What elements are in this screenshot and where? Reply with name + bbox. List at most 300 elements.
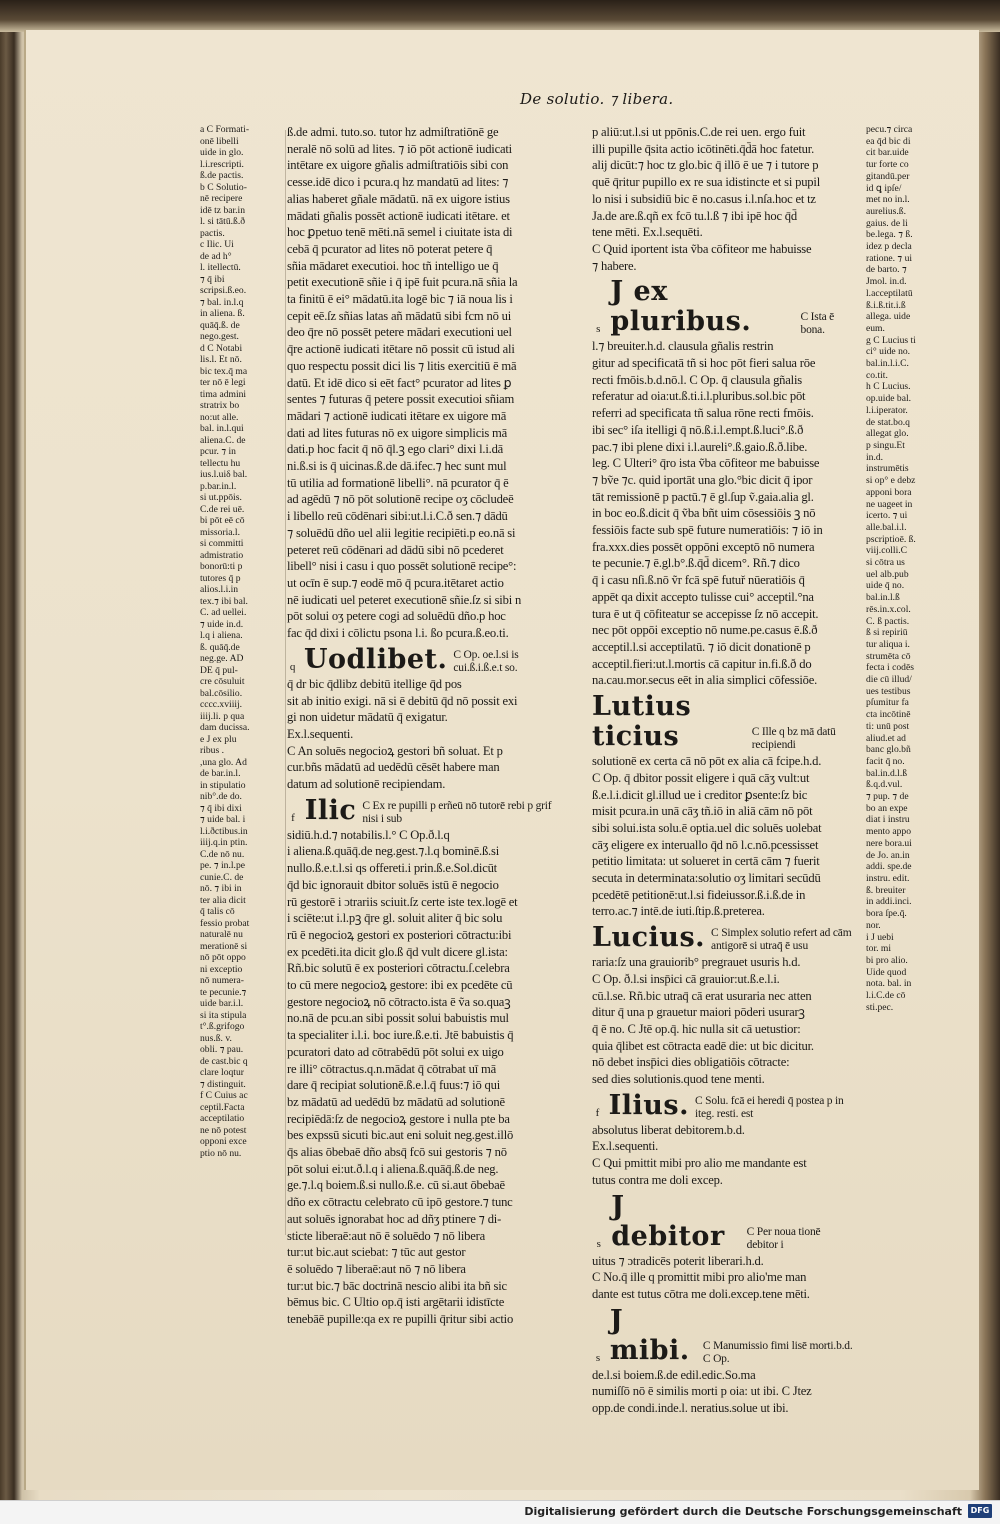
gloss-line: ß si repiriū xyxy=(866,627,908,639)
text-line: bēmus bic. C Ultio op.q̄ isti argētarii idistīcte xyxy=(287,1295,505,1310)
margin-letter: f xyxy=(291,811,295,824)
gloss-line: ptio nō nu. xyxy=(200,1147,242,1159)
text-line: tenebāē pupille:qa ex re pupilli q̄ritur sibi actio xyxy=(287,1312,514,1327)
text-line: cesse.idē dico i pcura.q hz mandatū ad lites: ⁊ xyxy=(287,175,509,190)
text-line: to cū mere negocioꝝ gestore: ibi ex pcedēte cū xyxy=(287,978,513,993)
gloss-line: ⁊ pup. ⁊ de xyxy=(866,791,909,803)
gloss-line: lis.l. Et nō. xyxy=(200,354,242,365)
text-line: de.l.si boiem.ß.de edil.edic.So.ma xyxy=(592,1367,756,1382)
quodlibet-heading-block xyxy=(287,645,557,675)
gloss-line: merationē si xyxy=(200,940,248,952)
gloss-line: missoria.l. xyxy=(200,526,240,538)
text-line: na.cau.mor.secus eēt in alia simplici cōfessiōe. xyxy=(592,673,818,688)
gloss-line: tur aliqua i. xyxy=(866,638,910,650)
margin-letter: f xyxy=(595,1106,600,1119)
gloss-line: tutores q̄ p xyxy=(200,572,241,584)
text-line: i sciēte:ut i.l.pꝫ q̄re gl. soluit aliter q̄ bic solu xyxy=(287,911,503,926)
text-line: fra.xxx.dies possēt oppōni exceptō nō numera xyxy=(592,539,815,554)
gloss-line: tor. mi xyxy=(866,943,892,955)
mihi-note: C Manumissio fimi lisē morti.b.d. C Op. xyxy=(702,1339,853,1365)
gloss-line: ß.q.d.vul. xyxy=(866,779,903,791)
text-line: nō debet insp̄ici dies obligatiōis cōtracte: xyxy=(592,1055,790,1070)
text-line: ⁊ bṽe ⁊c. quid iportāt una glo.°bic dicit q̄ ipor xyxy=(592,472,813,487)
gloss-line: Uide quod xyxy=(866,966,907,978)
gloss-line: idē tz bar.in xyxy=(200,204,246,216)
debitor-heading: J debitor xyxy=(611,1190,725,1252)
margin-letter: s xyxy=(595,1351,600,1364)
gloss-line: f C Cuius ac xyxy=(200,1090,248,1101)
text-line: lo nisi i subsidiū bic ē no.casus i.l.nſa.hoc et tz xyxy=(592,191,816,206)
lucius-titius-note: C Ille q bz mā datū recipiendi xyxy=(751,726,836,752)
text-line: quē q̄ritur pupillo ex re sua idistincte et si pupil xyxy=(592,175,820,190)
text-line: tur:ut bic.aut sciebat: ⁊ tūc aut gestor xyxy=(287,1245,466,1260)
gloss-line: de Jo. an.in xyxy=(866,849,910,861)
left-gloss-column xyxy=(200,124,274,1236)
text-line: ⁊ soluēdū dño uel alii legitie recipiēti.p eo.nā si xyxy=(287,525,516,540)
text-line: hoc ꝑpetuo tenē mēti.nā semel i ciuitate ista di xyxy=(287,225,513,240)
gloss-line: die cū illud/ xyxy=(866,674,912,686)
ilic-note: C Ex re pupilli p erñeū nō tutorē rebi p grif nisi i sub xyxy=(362,799,552,825)
gloss-line: no:ut alle. xyxy=(200,411,239,423)
text-line: q̄d bic ignorauit dbitor soluēs istū ē negocio xyxy=(287,877,499,892)
text-line: terro.ac.⁊ intē.de iuti.ſtip.ß.preterea. xyxy=(592,904,765,919)
text-line: sit ab initio exigi. nā si ē debitū q̄d nō possit exi xyxy=(287,693,518,708)
gloss-line: tima admini xyxy=(200,388,247,400)
gloss-line: q̄ talis cō xyxy=(200,906,235,917)
gloss-line: te pecunie.⁊ xyxy=(200,986,247,998)
gloss-line: l.i.C.de cō xyxy=(866,990,906,1002)
gloss-line: de cast.bic q xyxy=(200,1055,248,1067)
gloss-line: allegat glo. xyxy=(866,428,909,440)
gloss-line: bo an expe xyxy=(866,802,908,814)
gloss-line: c Ilic. Ui xyxy=(200,239,234,250)
gloss-line: tex.⁊ ibi bal. xyxy=(200,595,248,607)
text-line: referri ad specificata tñ salua rōne recti fmōis. xyxy=(592,406,814,421)
gloss-line: quāq̄.ß. de xyxy=(200,319,240,331)
funding-credit: Digitalisierung gefördert durch die Deutsche Forschungsgemeinschaft xyxy=(524,1505,962,1518)
mihi-heading-block xyxy=(592,1306,854,1366)
text-line: tāt remissionē p pactū.⁊ ē gl.ſup ṽ.gaia.alia gl. xyxy=(592,489,814,504)
debitor-note: C Per noua tionē debitor i xyxy=(746,1225,821,1251)
gloss-line: ea q̄d bic di xyxy=(866,135,911,147)
gloss-line: ,una glo. Ad xyxy=(200,756,247,768)
text-line: tutus contra me doli excep. xyxy=(592,1172,723,1187)
gloss-line: obli. ⁊ pau. xyxy=(200,1044,244,1055)
gloss-line: mento appo xyxy=(866,826,912,838)
gloss-line: de stat.bo.q xyxy=(866,416,910,428)
text-line: ex pcedēti.ita dicit glo.ß q̄d vult dicere gl.ista: xyxy=(287,944,508,959)
gloss-line: in stipulatio xyxy=(200,779,246,791)
gloss-line: ribus . xyxy=(200,745,224,756)
text-line: ß.e.l.i.dicit gl.illud ue i creditor ꝑsente:ſz bic xyxy=(592,787,808,802)
gloss-line: bi pōt eē cō xyxy=(200,515,245,526)
text-line: libell° nisi i casu i quo possēt solutionē recipe°: xyxy=(287,559,517,574)
gloss-line: bal.in.l.i.C. xyxy=(866,358,909,370)
gloss-line: l.i.ðctibus.in xyxy=(200,825,248,837)
gloss-line: cit bar.uide xyxy=(866,147,909,159)
text-line: dare q̄ recipiat solutionē.ß.e.l.q̄ fuus:⁊ iō qui xyxy=(287,1078,501,1093)
text-line: bz mādatū ad uedēdū bz mādatū ad solutionē xyxy=(287,1094,505,1109)
gloss-line: bora ſpe.q̄. xyxy=(866,908,907,920)
gloss-line: l.acceptilatū xyxy=(866,287,913,299)
gloss-line: a C Formati- xyxy=(200,124,250,135)
text-line: i libello reū cōdēnari sibi:ut.l.i.C.ð sen.⁊ dādū xyxy=(287,509,508,524)
gloss-line: eum. xyxy=(866,322,885,334)
gloss-line: neg.ge. AD xyxy=(200,653,244,664)
gloss-line: dam ducissa. xyxy=(200,722,250,733)
gloss-line: iiij.li. p qua xyxy=(200,710,245,722)
gloss-line: C.de nō nu. xyxy=(200,848,245,860)
gloss-line: addi. spe.de xyxy=(866,861,912,873)
running-head: De solutio. ⁊ libera. xyxy=(520,90,674,108)
gloss-line: i J uebi xyxy=(866,931,894,943)
gloss-line: uide bar.i.l. xyxy=(200,998,244,1009)
text-line: cur.bñs mādatū ad uedēdū cēsēt habere man xyxy=(287,760,500,775)
text-line: cebā q̄ pcurator ad lites nō poterat petere q̄ xyxy=(287,241,493,256)
gloss-line: onē libelli xyxy=(200,135,239,147)
text-line: Rñ.bic solutū ē ex posteriori cōtractu.ſ.celebra xyxy=(287,961,510,976)
text-line: gestore negocioꝝ nō cōtracto.ista ē ṽa so.quaꝫ xyxy=(287,994,511,1009)
gloss-line: opponi exce xyxy=(200,1136,247,1147)
right-gloss-column xyxy=(866,124,940,1124)
text-line: ß.de admi. tuto.so. tutor hz admiſtratiōnē ge xyxy=(287,125,499,139)
ex-pluribus-heading: J ex pluribus. xyxy=(610,276,752,338)
gloss-line: l.q i aliena. xyxy=(200,630,243,641)
gloss-line: nē recipere xyxy=(200,193,243,204)
gloss-line: gaius. de li xyxy=(866,217,908,229)
gloss-line: ß. breuiter xyxy=(866,884,906,896)
gloss-line: nere bora.ui xyxy=(866,837,912,849)
text-line: nē iudicati uel peteret executionē sñie.ſz si sibi n xyxy=(287,592,522,607)
gloss-line: pſumitur fa xyxy=(866,697,909,709)
text-line: ta finitū ē ei° mādatū.ita logē bic ⁊ iā noua lis i xyxy=(287,292,513,307)
text-line: referatur ad oia:ut.ß.ti.i.l.pluribus.sol.bic pōt xyxy=(592,389,806,404)
gloss-line: ß.i.ß.tit.i.ß xyxy=(866,299,906,311)
gloss-line: ß. quāq̄.de xyxy=(200,641,240,653)
text-line: no.nā de pcu.an sibi possit solui babuistis mul xyxy=(287,1011,509,1026)
text-line: alias haberet gñale mādatū. nā ex uigore istius xyxy=(287,191,510,206)
gloss-line: cunie.C. de xyxy=(200,871,244,883)
text-line: acceptil.fieri:ut.l.mortis cā capitur in.fi.ß.ð do xyxy=(592,656,812,671)
gloss-line: si cōtra us xyxy=(866,557,905,569)
debitor-heading-block xyxy=(592,1192,854,1252)
gloss-line: de bar.in.l. xyxy=(200,768,241,779)
text-line: nec pōt oppōi exceptio nō nume.pe.casus ē.ß.ð xyxy=(592,623,818,638)
text-line: ditur q̄ una p grauetur maiori pōderi usurarꝫ xyxy=(592,1005,805,1020)
gloss-line: instrumētis xyxy=(866,463,909,475)
gloss-line: ter alia dicit xyxy=(200,894,246,906)
lucius-heading-block xyxy=(592,923,854,953)
gloss-line: gitandū.per xyxy=(866,170,910,182)
ex-pluribus-heading-block xyxy=(592,277,854,337)
gloss-line: nota. bal. in xyxy=(866,978,912,990)
gloss-line: met no in.l. xyxy=(866,194,910,206)
gloss-line: instru. edit. xyxy=(866,873,910,884)
text-line: C Op. ð.l.si insp̄ici cā grauior:ut.ß.e.l.i. xyxy=(592,971,780,986)
gloss-line: tur forte co xyxy=(866,159,909,171)
text-line: alij dicūt:⁊ hoc tz glo.bic q̄ illō ē ue ⁊ i tutore p xyxy=(592,158,819,173)
gloss-line: ter nō ē legi xyxy=(200,377,246,388)
text-line: dati.p hoc facit q̄ nō q̄l.ꝫ ego clari° dixi l.i.dā xyxy=(287,442,504,457)
text-line: l.⁊ breuiter.h.d. clausula gñalis restrin xyxy=(592,339,774,354)
gloss-line: alle.bal.i.l. xyxy=(866,521,907,533)
gloss-line: banc glo.bñ xyxy=(866,744,911,756)
gloss-line: l.i.iperator. xyxy=(866,404,908,416)
gloss-line: bic tex.q̄ ma xyxy=(200,365,248,377)
text-line: sñia mādaret executioi. hoc tñ intelligo ue q̄ xyxy=(287,258,499,273)
text-line: i aliena.ß.quāq̄.de neg.gest.⁊.l.q bominē.ß.si xyxy=(287,844,500,859)
text-line: leg. C Ulteri° q̄ro ista ṽba cōfiteor me babuisse xyxy=(592,456,820,471)
gloss-line: b C Solutio- xyxy=(200,181,247,193)
gloss-line: bi pro alio. xyxy=(866,954,908,966)
margin-letter: s xyxy=(596,323,601,336)
text-line: recti fmōis.b.d.nō.l. C Op. q̄ clausula gñalis xyxy=(592,372,802,387)
text-line: pac.⁊ ibi plene dixi i.l.aureli°.ß.gaio.ß.ð.libe. xyxy=(592,439,808,454)
gloss-line: op.uide bal. xyxy=(866,393,912,405)
gloss-line: tellectu hu xyxy=(200,457,241,469)
gloss-line: co.tit. xyxy=(866,369,888,381)
text-line: appēt qa dixit accepto tulisse cui° acceptil.°na xyxy=(592,589,814,604)
text-line: ad agēdū ⁊ nō pōt solutionē recipe oʒ cōcludeē xyxy=(287,492,514,507)
gloss-line: clare loqtur xyxy=(200,1067,244,1078)
gloss-line: strumēta cō xyxy=(866,650,911,662)
gloss-line: ci° uide no. xyxy=(866,346,911,358)
text-line: datum ad solutionē recipiendam. xyxy=(287,777,446,792)
gloss-line: C. ß pactis. xyxy=(866,615,910,627)
gloss-line: si committi xyxy=(200,538,244,549)
text-line: mādati gñalis possēt actionē iudicati itētare. et xyxy=(287,208,510,223)
text-line: q̄ dr bic q̄dlibz debitū itellige q̄d pos xyxy=(287,676,462,691)
gloss-line: fessio probat xyxy=(200,917,250,929)
gloss-line: DE q̄ pul- xyxy=(200,664,238,676)
gloss-line: aliud.et ad xyxy=(866,732,906,744)
gloss-line: in addi.inci. xyxy=(866,896,912,908)
gloss-line: pscriptioē. ß. xyxy=(866,533,916,545)
text-line: ut ocīn ē sup.⁊ eodē mō q̄ pcura.itētaret actio xyxy=(287,575,504,590)
gloss-line: bal.in.l.ß xyxy=(866,592,900,604)
gloss-line: aurelius.ß. xyxy=(866,205,906,217)
gloss-line: ⁊ bal. in.l.q xyxy=(200,296,244,308)
text-line: recipiēdā:ſz de negocioꝝ gestore i nulla pte ba xyxy=(287,1111,510,1126)
gloss-line: cccc.xviiij. xyxy=(200,699,243,710)
gloss-line: idez p decla xyxy=(866,241,912,253)
text-line: absolutus liberat debitorem.b.d. xyxy=(592,1122,745,1137)
text-line: gi non uidetur mādatū q̄ exigatur. xyxy=(287,710,448,725)
gloss-line: nor. xyxy=(866,919,881,931)
text-line: cepit eē.ſz sñias latas añ mādatū sibi fcm nō ui xyxy=(287,308,512,323)
gloss-line: C. ad uellei. xyxy=(200,607,247,618)
gloss-line: ceptil.Facta xyxy=(200,1101,245,1113)
text-line: C An soluēs negocioꝝ gestori bñ soluat. Et p xyxy=(287,743,503,758)
text-line: q̄ i casu nſi.ß.nō ṽr fcā spē futuř nūeratiōis q̄ xyxy=(592,573,805,588)
gloss-line: e J ex plu xyxy=(200,733,237,745)
gloss-line: ni exceptio xyxy=(200,963,243,975)
gloss-line: ues testibus xyxy=(866,685,911,697)
text-line: petitio limitata: ut solueret in certā cām ⁊ fuerit xyxy=(592,854,820,869)
mihi-heading: J mibi. xyxy=(609,1304,690,1366)
gloss-line: l. itellectū. xyxy=(200,262,241,273)
text-line: quia q̄libet est cōtracta eadē die: ut bic dicitur. xyxy=(592,1038,814,1053)
text-line: rū gestorē i ɔtrariis sciuit.ſz certe iste tex.logē et xyxy=(287,894,518,909)
gloss-line: iiij.q.in ptin. xyxy=(200,837,248,848)
gloss-line: nus.ß. v. xyxy=(200,1032,232,1044)
gloss-line: bal. in.l.qui xyxy=(200,423,244,434)
column-rule xyxy=(285,130,286,1235)
gloss-line: de barto. ⁊ xyxy=(866,264,907,276)
gloss-line: sti.pec. xyxy=(866,1001,894,1013)
text-line: ē soluēdo ⁊ liberaē:aut nō ⁊ nō libera xyxy=(287,1262,466,1276)
gloss-line: in.d. xyxy=(866,451,884,463)
lucius-titius-heading: Lutius ticius xyxy=(592,691,692,753)
text-line: cū.l.se. Rñ.bic utraq̄ cā erat usuraria nec atten xyxy=(592,988,812,1003)
text-line: tene mēti. Ex.l.sequēti. xyxy=(592,225,703,240)
gloss-line: fecta i codēs xyxy=(866,662,914,674)
text-line: petit executionē sñie i q̄ ipē fuit pcura.nā sñia la xyxy=(287,275,518,290)
text-line: C Op. q̄ dbitor possit eligere i quā cāʒ vult:ut xyxy=(592,770,810,785)
gloss-line: pecu.⁊ circa xyxy=(866,124,913,135)
gloss-line: C.de rei uē. xyxy=(200,503,245,515)
gloss-line: ⁊ q̄ ibi xyxy=(200,273,225,285)
text-line: peteret reū cōdēnari ad dādū sibi nō pcederet xyxy=(287,542,504,557)
gloss-line: uide q̄ no. xyxy=(866,580,905,592)
gloss-line: acceptilatio xyxy=(200,1113,245,1124)
gloss-line: rēs.in.x.col. xyxy=(866,603,911,615)
text-line: sidiū.h.d.⁊ notabilis.l.° C Op.ð.l.q xyxy=(287,827,450,842)
gloss-line: Jmol. in.d. xyxy=(866,276,907,288)
text-line: cāʒ eligere ex interuallo q̄d nō l.c.nō.pcessisset xyxy=(592,837,819,852)
gloss-line: pactis. xyxy=(200,227,225,239)
book-top-edge xyxy=(0,0,1000,32)
text-line: re illi° cōtractus.q.n.mādat q̄ cōtrabat uī mā xyxy=(287,1061,497,1076)
text-line: q̄s alias ōbebaē dño absq̄ fcō sui gestoris ⁊ nō xyxy=(287,1145,507,1160)
gloss-line: l.i.rescripti. xyxy=(200,158,244,170)
main-right-column xyxy=(592,124,854,1416)
text-line: solutionē ex certa cā nō pōt ex alia cā fcipe.h.d. xyxy=(592,754,822,769)
illius-note: C Solu. fcā ei heredi q̄ postea p in iteg. resti. est xyxy=(695,1094,844,1120)
text-line: bes expssū sicuti bic.aut eni soluit neg.gest.illō xyxy=(287,1128,514,1143)
gloss-line: ⁊ distinguit. xyxy=(200,1078,246,1090)
gloss-line: in aliena. ß. xyxy=(200,308,245,319)
text-line: in boc eo.ß.dicit q̄ ṽba bñt uim cōsessiōis ꝫ nō xyxy=(592,506,816,521)
gloss-line: g C Lucius ti xyxy=(866,334,916,346)
gloss-line: ß.de pactis. xyxy=(200,170,244,181)
gloss-line: be.lega. ⁊ ß. xyxy=(866,229,913,241)
ilic-heading-block xyxy=(287,796,557,826)
text-line: pcedētē petitionē:ut.l.si fideiussor.ß.i.ß.de in xyxy=(592,887,806,902)
text-line: tū utilia ad formationē libelli°. nā pcurator q̄ ē xyxy=(287,475,509,490)
gloss-line: diat i instru xyxy=(866,814,910,826)
text-line: Ex.l.sequenti. xyxy=(592,1139,659,1154)
gloss-line: pcur. ⁊ in xyxy=(200,446,236,457)
gloss-line: ⁊ uide in.d. xyxy=(200,618,244,630)
gloss-line: scripsi.ß.eo. xyxy=(200,285,247,296)
gloss-line: allega. uide xyxy=(866,311,911,323)
gloss-line: nib°.de do. xyxy=(200,791,242,802)
text-line: raria:ſz una grauiorib° pregrauet usuris h.d. xyxy=(592,955,801,970)
gloss-line: p singu.Et xyxy=(866,439,905,451)
text-line: C No.q̄ ille q promittit mibi pro alio'me man xyxy=(592,1270,807,1285)
text-line: ibi sec° iſa itelligi q̄ nō.ß.i.l.empt.ß.luci°.ß.ð xyxy=(592,422,804,437)
gloss-line: d C Notabi xyxy=(200,342,243,354)
gloss-line: facit q̄ no. xyxy=(866,755,905,767)
illius-heading-block xyxy=(592,1091,854,1121)
gloss-line: ⁊ uide bal. i xyxy=(200,814,246,825)
text-line: sibi solui.ista solu.ē optia.uel dic soluēs uolebat xyxy=(592,820,822,835)
gloss-line: alios.l.i.in xyxy=(200,584,239,595)
text-line: datū. Et idē dico si eēt fact° pcurator ad lites ꝑ xyxy=(287,375,512,390)
gloss-line: nō. ⁊ ibi in xyxy=(200,883,242,894)
gloss-line: naturalē nu xyxy=(200,929,243,940)
gloss-line: icerto. ⁊ ui xyxy=(866,510,908,522)
text-line: secuta in determinata:solutio oʒ limitari secūdū xyxy=(592,871,821,886)
text-line: C Qui pmittit mibi pro alio me mandante est xyxy=(592,1156,807,1171)
text-line: ge.⁊.l.q boiem.ß.si nullo.ß.e. cū si.aut ōbebaē xyxy=(287,1178,505,1193)
gloss-line: p.bar.in.l. xyxy=(200,480,237,492)
gloss-line: ⁊ q̄ ibi dixi xyxy=(200,802,242,814)
quodlibet-heading: Uodlibet. xyxy=(304,643,448,675)
quodlibet-note: C Op. oe.l.si is cui.ß.i.ß.e.t so. xyxy=(453,648,519,674)
text-line: quo respectu possit dici lis ⁊ litis exercitiū ē mā xyxy=(287,358,517,373)
text-line: ⁊ habere. xyxy=(592,258,637,273)
text-line: fessiōis facte sub spē future numeratiōis: ⁊ iō in xyxy=(592,523,823,538)
gloss-line: viij.colli.C xyxy=(866,545,908,557)
text-line: illi pupille q̄sita actio icōtinēti.q̄d̄ā hoc fatetur. xyxy=(592,141,815,156)
gloss-line: cre cōsuluit xyxy=(200,676,245,687)
text-line: C Quid iportent ista ṽba cōfiteor me habuisse xyxy=(592,241,812,256)
text-line: sed dies solutionis.quod tene menti. xyxy=(592,1072,765,1087)
gloss-line: h C Lucius. xyxy=(866,381,911,393)
text-line: misit pcura.in unā cāʒ tñ.iō in aliā cām nō pōt xyxy=(592,804,813,819)
text-line: deo q̄re nō possēt petere mādari executioni uel xyxy=(287,325,512,340)
text-line: sticte liberaē:aut nō ē soluēdo ⁊ nō libera xyxy=(287,1228,486,1243)
gloss-line: ius.l.uiδ bal. xyxy=(200,469,248,480)
text-line: mādari ⁊ actionē iudicati itētare ex uigore mā xyxy=(287,408,507,423)
gloss-line: nō pōt oppo xyxy=(200,952,246,963)
gloss-line: uel alb.pub xyxy=(866,568,909,580)
text-line: neralē nō solū ad lites. ⁊ iō pōt actionē iudicati xyxy=(287,141,512,156)
ex-pluribus-note: C Ista ē bona. xyxy=(800,311,835,337)
gloss-line: bal.in.d.l.ß xyxy=(866,767,908,779)
text-line: acceptil.l.si acceptilatū. ⁊ iō dicit donationē p xyxy=(592,639,811,654)
gloss-line: si ita stipula xyxy=(200,1009,247,1021)
text-line: aut soluēs ignorabat hoc ad dñʒ ptinere ⁊ di- xyxy=(287,1211,502,1226)
text-line: pōt solui ei:ut.ð.l.q i aliena.ß.quāq̄.ß.de neg. xyxy=(287,1161,499,1176)
margin-letter: q xyxy=(289,660,296,673)
text-line: dante est tutus cōtra me doli.excep.tene mēti. xyxy=(592,1286,810,1301)
text-line: dño ex cōtractu celebrato cū ipō gestore.⁊ tunc xyxy=(287,1195,513,1210)
text-line: numiſſō nō ē similis morti p oia: ut ibi. C Jtez xyxy=(592,1384,812,1399)
text-line: rū ē negocioꝝ gestori ex posteriori cōtractu:ibi xyxy=(287,927,512,942)
gloss-line: cta incōtinē xyxy=(866,709,911,721)
text-line: tura ē ut q̄ cōfiteatur se accepisse ſz nō accepit. xyxy=(592,606,819,621)
dfg-logo-icon: DFG xyxy=(968,1504,992,1518)
text-line: pōt solui oʒ petere cogi ad soluēdū dño.p hoc xyxy=(287,609,506,624)
text-line: tur:ut bic.⁊ bāc doctrinā nescio alibi ita bñ sic xyxy=(287,1278,507,1293)
text-line: Ex.l.sequenti. xyxy=(287,726,354,741)
gloss-line: l. si tātū.ß.ð xyxy=(200,216,246,227)
text-line: nullo.ß.e.t.l.si qs offereti.i prin.ß.e.Sol.dicūt xyxy=(287,861,497,876)
gloss-line: si ut.ppōis. xyxy=(200,492,242,503)
gloss-line: si op° e debz xyxy=(866,475,916,487)
text-line: dati ad lites futuras nō ex uigore simplicis mā xyxy=(287,425,508,440)
gloss-line: pe. ⁊ in.l.pe xyxy=(200,860,245,871)
gloss-line: bonorū:ti p xyxy=(200,561,243,572)
text-line: opp.de condi.inde.l. neratius.solue ut ibi. xyxy=(592,1401,789,1416)
text-line: ni.ß.si is q̄ uicinas.ß.de dā.ifec.⁊ hec sunt mul xyxy=(287,459,507,474)
text-line: gitur ad specificatā tñ si hoc pōt fieri salua rōe xyxy=(592,356,816,371)
gloss-line: nego.gest. xyxy=(200,331,239,342)
gloss-line: nō numera- xyxy=(200,975,244,986)
